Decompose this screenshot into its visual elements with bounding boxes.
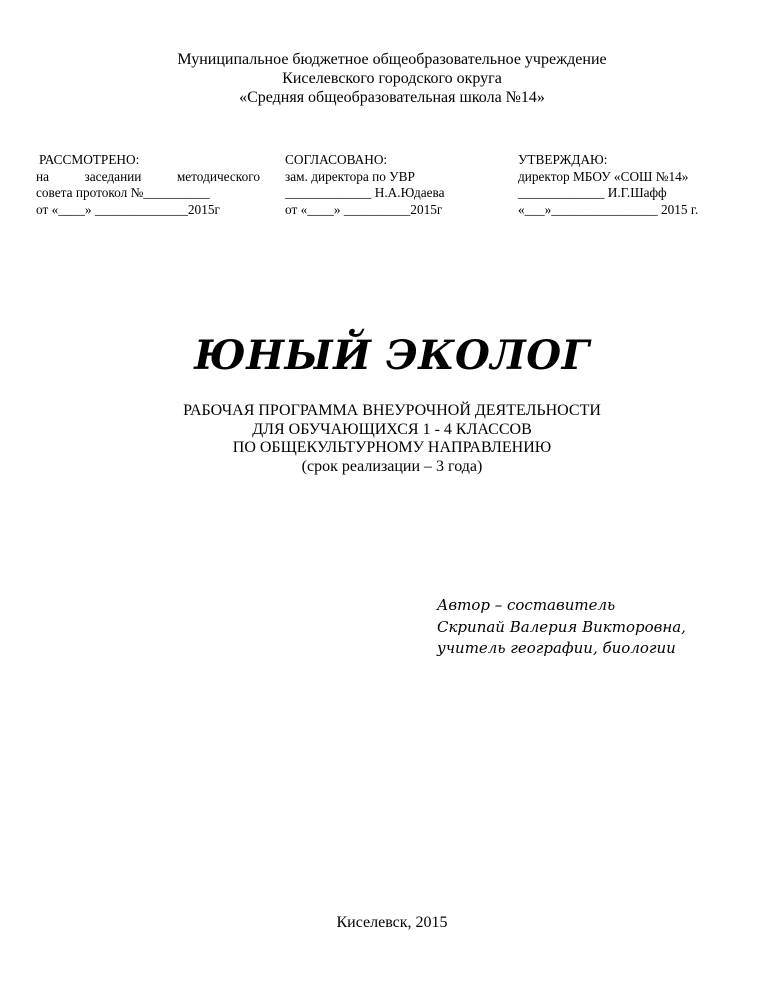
agreed-line-2: _____________ Н.А.Юдаева (285, 185, 445, 200)
considered-line-1: на заседании методического (36, 168, 260, 184)
program-subtitle (0, 402, 768, 476)
approved-line-3: «___»________________ 2015 г. (518, 201, 699, 217)
subtitle-line-3: ПО ОБЩЕКУЛЬТУРНОМУ НАПРАВЛЕНИЮ (232, 439, 552, 456)
agreed-block (285, 152, 485, 218)
agreed-line-3: от «____» __________2015г (285, 201, 443, 217)
agreed-heading: СОГЛАСОВАНО: (285, 152, 388, 167)
considered-line-2: совета протокол №__________ (36, 185, 210, 200)
author-role: Автор – составитель (437, 596, 616, 614)
author-position: учитель географии, биологии (437, 639, 676, 657)
program-title: ЮНЫЙ ЭКОЛОГ (194, 332, 590, 379)
agreed-line-1: зам. директора по УВР (285, 168, 415, 184)
subtitle-line-4: (срок реализации – 3 года) (301, 457, 483, 475)
organization-name-line-3: «Средняя общеобразовательная школа №14» (239, 89, 545, 106)
organization-name-line-1: Муниципальное бюджетное общеобразовательное учреждение (177, 51, 607, 68)
considered-heading: РАССМОТРЕНО: (39, 152, 140, 167)
considered-line-3: от «____» ______________2015г (36, 201, 220, 217)
approved-line-2: _____________ И.Г.Шафф (518, 185, 667, 200)
subtitle-line-1: РАБОЧАЯ ПРОГРАММА ВНЕУРОЧНОЙ ДЕЯТЕЛЬНОСТИ (183, 402, 601, 419)
considered-block (36, 152, 260, 218)
approved-heading: УТВЕРЖДАЮ: (518, 152, 608, 167)
subtitle-line-2: ДЛЯ ОБУЧАЮЩИХСЯ 1 - 4 КЛАССОВ (252, 420, 532, 438)
organization-header (0, 50, 768, 107)
author-block (437, 595, 686, 660)
approved-line-1: директор МБОУ «СОШ №14» (518, 168, 689, 184)
place-and-year: Киселевск, 2015 (336, 914, 448, 931)
author-name: Скрипай Валерия Викторовна, (437, 617, 686, 636)
approved-block (518, 152, 738, 218)
organization-name-line-2: Киселевского городского округа (282, 70, 502, 87)
